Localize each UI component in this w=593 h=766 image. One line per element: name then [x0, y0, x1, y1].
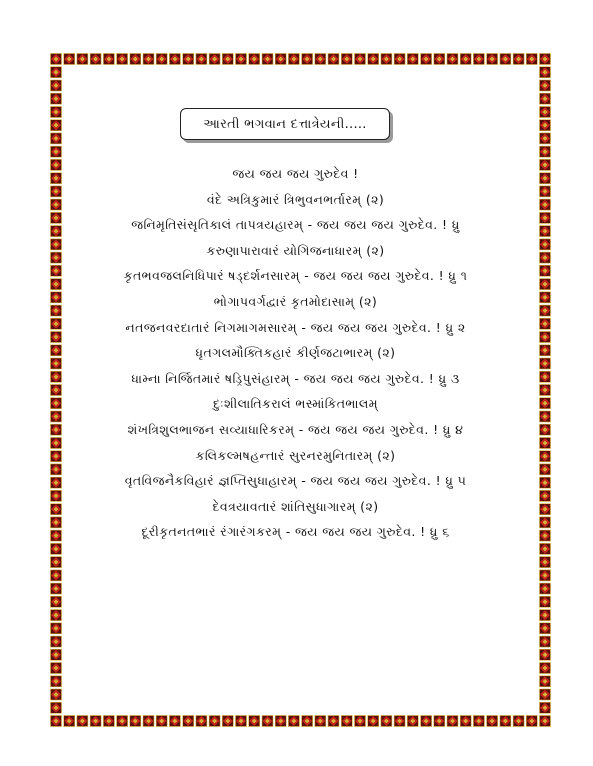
- border-tile: [368, 54, 379, 65]
- title-box: [180, 108, 390, 140]
- border-tile: [209, 54, 220, 65]
- verse-line: દૂરીકૃતનતભારં રંગારંગકરમ્ - જય જય જય ગુરુદેવ. ! ધ્રુ ૬: [141, 524, 450, 540]
- border-tile: [51, 610, 62, 621]
- aarti-verses: [60, 161, 531, 545]
- border-tile: [51, 146, 62, 157]
- border-tile: [487, 716, 498, 727]
- border-tile: [487, 54, 498, 65]
- border-tile: [156, 54, 167, 65]
- border-tile: [222, 54, 233, 65]
- border-tile: [540, 292, 551, 303]
- verse-line: ભોગાપવર્ગદ્વારં કૃતમોદાસામ્ (૨): [213, 293, 378, 309]
- verse-line: વૃતવિજનૈકવિહારં જ્ઞપ્તિસુધાહારમ્ - જય જય જય ગુરુદેવ. ! ધ્રુ ૫: [124, 473, 467, 489]
- border-tile: [434, 716, 445, 727]
- border-tile: [103, 716, 114, 727]
- border-tile: [540, 438, 551, 449]
- border-tile: [540, 332, 551, 343]
- verse-line: દેવત્રયાવતારં શાંતિસુધાગારમ્ (૨): [212, 498, 379, 514]
- border-tile: [460, 716, 471, 727]
- border-tile: [540, 358, 551, 369]
- border-tile: [90, 716, 101, 727]
- border-tile: [540, 689, 551, 700]
- border-tile: [540, 239, 551, 250]
- verse-line: જય જય જય ગુરુદેવ !: [232, 166, 359, 181]
- border-tile: [540, 186, 551, 197]
- border-tile: [77, 716, 88, 727]
- border-tile: [540, 212, 551, 223]
- border-tile: [447, 716, 458, 727]
- border-tile: [169, 716, 180, 727]
- border-tile: [381, 716, 392, 727]
- border-tile: [51, 649, 62, 660]
- border-tile: [540, 477, 551, 488]
- border-tile: [249, 716, 260, 727]
- border-tile: [130, 54, 141, 65]
- border-tile: [183, 54, 194, 65]
- border-tile: [473, 54, 484, 65]
- border-tile: [51, 543, 62, 554]
- border-tile: [209, 716, 220, 727]
- border-tile: [540, 649, 551, 660]
- border-tile: [394, 716, 405, 727]
- border-tile: [51, 596, 62, 607]
- border-tile: [540, 252, 551, 263]
- border-tile: [222, 716, 233, 727]
- border-tile: [540, 385, 551, 396]
- border-tile: [473, 716, 484, 727]
- border-tile: [196, 716, 207, 727]
- border-tile: [381, 54, 392, 65]
- border-tile: [51, 133, 62, 144]
- border-tile: [315, 54, 326, 65]
- border-tile: [540, 676, 551, 687]
- border-tile: [117, 54, 128, 65]
- border-tile: [249, 54, 260, 65]
- border-tile: [143, 716, 154, 727]
- verse-line: કૃતભવજલનિધિપારં ષડ્દર્શનસારમ્ - જય જય જય ગુરુદેવ. ! ધ્રુ ૧: [123, 268, 468, 284]
- border-tile: [540, 490, 551, 501]
- border-tile: [540, 411, 551, 422]
- border-tile: [262, 54, 273, 65]
- border-tile: [540, 636, 551, 647]
- page-title: આરતી ભગવાન દત્તાત્રેયની.....: [203, 116, 367, 132]
- border-tile: [355, 716, 366, 727]
- border-tile: [51, 107, 62, 118]
- border-tile: [77, 54, 88, 65]
- border-tile: [156, 716, 167, 727]
- border-tile: [540, 120, 551, 131]
- border-tile: [513, 716, 524, 727]
- border-tile: [302, 716, 313, 727]
- border-tile: [460, 54, 471, 65]
- border-tile: [51, 663, 62, 674]
- border-tile: [64, 716, 75, 727]
- border-tile: [368, 716, 379, 727]
- border-tile: [143, 54, 154, 65]
- verse-line: કરુણાપારાવારં યોગિજનાધારમ્ (૨): [206, 242, 385, 258]
- border-tile: [51, 583, 62, 594]
- border-tile: [540, 504, 551, 515]
- border-tile: [117, 716, 128, 727]
- border-tile: [540, 716, 551, 727]
- border-tile: [288, 54, 299, 65]
- border-tile: [540, 345, 551, 356]
- border-tile: [540, 570, 551, 581]
- border-tile: [540, 159, 551, 170]
- border-tile: [236, 716, 247, 727]
- border-tile: [302, 54, 313, 65]
- border-tile: [51, 67, 62, 78]
- border-tile: [51, 702, 62, 713]
- border-tile: [540, 199, 551, 210]
- border-tile: [540, 610, 551, 621]
- border-tile: [275, 54, 286, 65]
- border-tile: [262, 716, 273, 727]
- border-tile: [328, 716, 339, 727]
- border-tile: [434, 54, 445, 65]
- border-tile: [540, 226, 551, 237]
- border-tile: [540, 318, 551, 329]
- border-tile: [500, 54, 511, 65]
- border-tile: [407, 54, 418, 65]
- border-tile: [540, 54, 551, 65]
- border-tile: [513, 54, 524, 65]
- border-tile: [183, 716, 194, 727]
- border-tile: [341, 54, 352, 65]
- border-tile: [103, 54, 114, 65]
- border-tile: [51, 54, 62, 65]
- border-tile: [288, 716, 299, 727]
- border-tile: [51, 623, 62, 634]
- border-tile: [51, 93, 62, 104]
- verse-line: કલિકલ્મષહન્તારં સુરનરમુનિતારમ્ (૨): [195, 447, 396, 463]
- border-tile: [64, 54, 75, 65]
- border-tile: [540, 663, 551, 674]
- border-tile: [540, 424, 551, 435]
- border-tile: [421, 716, 432, 727]
- border-tile: [421, 54, 432, 65]
- verse-line: દુઃશીલાતિકરાલં ભસ્માંકિતભાલમ્: [213, 396, 378, 412]
- border-tile: [540, 93, 551, 104]
- border-tile: [236, 54, 247, 65]
- border-tile: [540, 107, 551, 118]
- border-tile: [540, 80, 551, 91]
- border-tile: [328, 54, 339, 65]
- border-tile: [407, 716, 418, 727]
- verse-line: ધૃતગલમૌક્તિકહારં કીર્ણજટાભારમ્ (૨): [195, 345, 396, 361]
- border-tile: [51, 716, 62, 727]
- border-tile: [355, 54, 366, 65]
- verse-line: ધામ્ના નિર્જિતમારં ષડ્રિપુસંહારમ્ - જય જય જય ગુરુદેવ. ! ધ્રુ ૩: [131, 370, 460, 386]
- border-tile: [526, 54, 537, 65]
- border-tile: [275, 716, 286, 727]
- border-tile: [500, 716, 511, 727]
- border-tile: [540, 530, 551, 541]
- border-tile: [51, 557, 62, 568]
- border-tile: [341, 716, 352, 727]
- verse-line: વંદે અત્રિકુમારં ત્રિભુવનભર્તારમ્ (૨): [206, 191, 385, 207]
- border-tile: [315, 716, 326, 727]
- border-tile: [540, 517, 551, 528]
- verse-line: જનિમૃતિસંસૃતિકાલં તાપત્રયહારમ્ - જય જય જય ગુરુદેવ. ! ધ્રુ: [131, 217, 460, 233]
- border-tile: [540, 398, 551, 409]
- border-tile: [130, 716, 141, 727]
- border-tile: [169, 54, 180, 65]
- verse-line: શંખત્રિશુલભાજન સવ્યાધારિકરમ્ - જય જય જય ગુરુદેવ. ! ધ્રુ ૪: [127, 421, 464, 437]
- border-tile: [196, 54, 207, 65]
- border-tile: [540, 583, 551, 594]
- border-tile: [540, 623, 551, 634]
- border-tile: [540, 265, 551, 276]
- verse-line: નતજનવરદાતારં નિગમાગમસારમ્ - જય જય જય ગુરુદેવ. ! ધ્રુ ૨: [125, 319, 466, 335]
- border-tile: [90, 54, 101, 65]
- border-tile: [540, 173, 551, 184]
- border-tile: [540, 543, 551, 554]
- border-tile: [51, 636, 62, 647]
- border-tile: [51, 689, 62, 700]
- border-tile: [51, 570, 62, 581]
- border-tile: [540, 464, 551, 475]
- border-tile: [51, 120, 62, 131]
- border-tile: [540, 557, 551, 568]
- border-tile: [447, 54, 458, 65]
- border-tile: [540, 371, 551, 382]
- border-tile: [540, 702, 551, 713]
- border-tile: [540, 146, 551, 157]
- border-tile: [526, 716, 537, 727]
- border-tile: [540, 279, 551, 290]
- border-tile: [51, 676, 62, 687]
- border-tile: [540, 305, 551, 316]
- border-tile: [51, 80, 62, 91]
- border-tile: [540, 596, 551, 607]
- border-tile: [540, 451, 551, 462]
- border-tile: [394, 54, 405, 65]
- border-tile: [540, 133, 551, 144]
- border-tile: [540, 67, 551, 78]
